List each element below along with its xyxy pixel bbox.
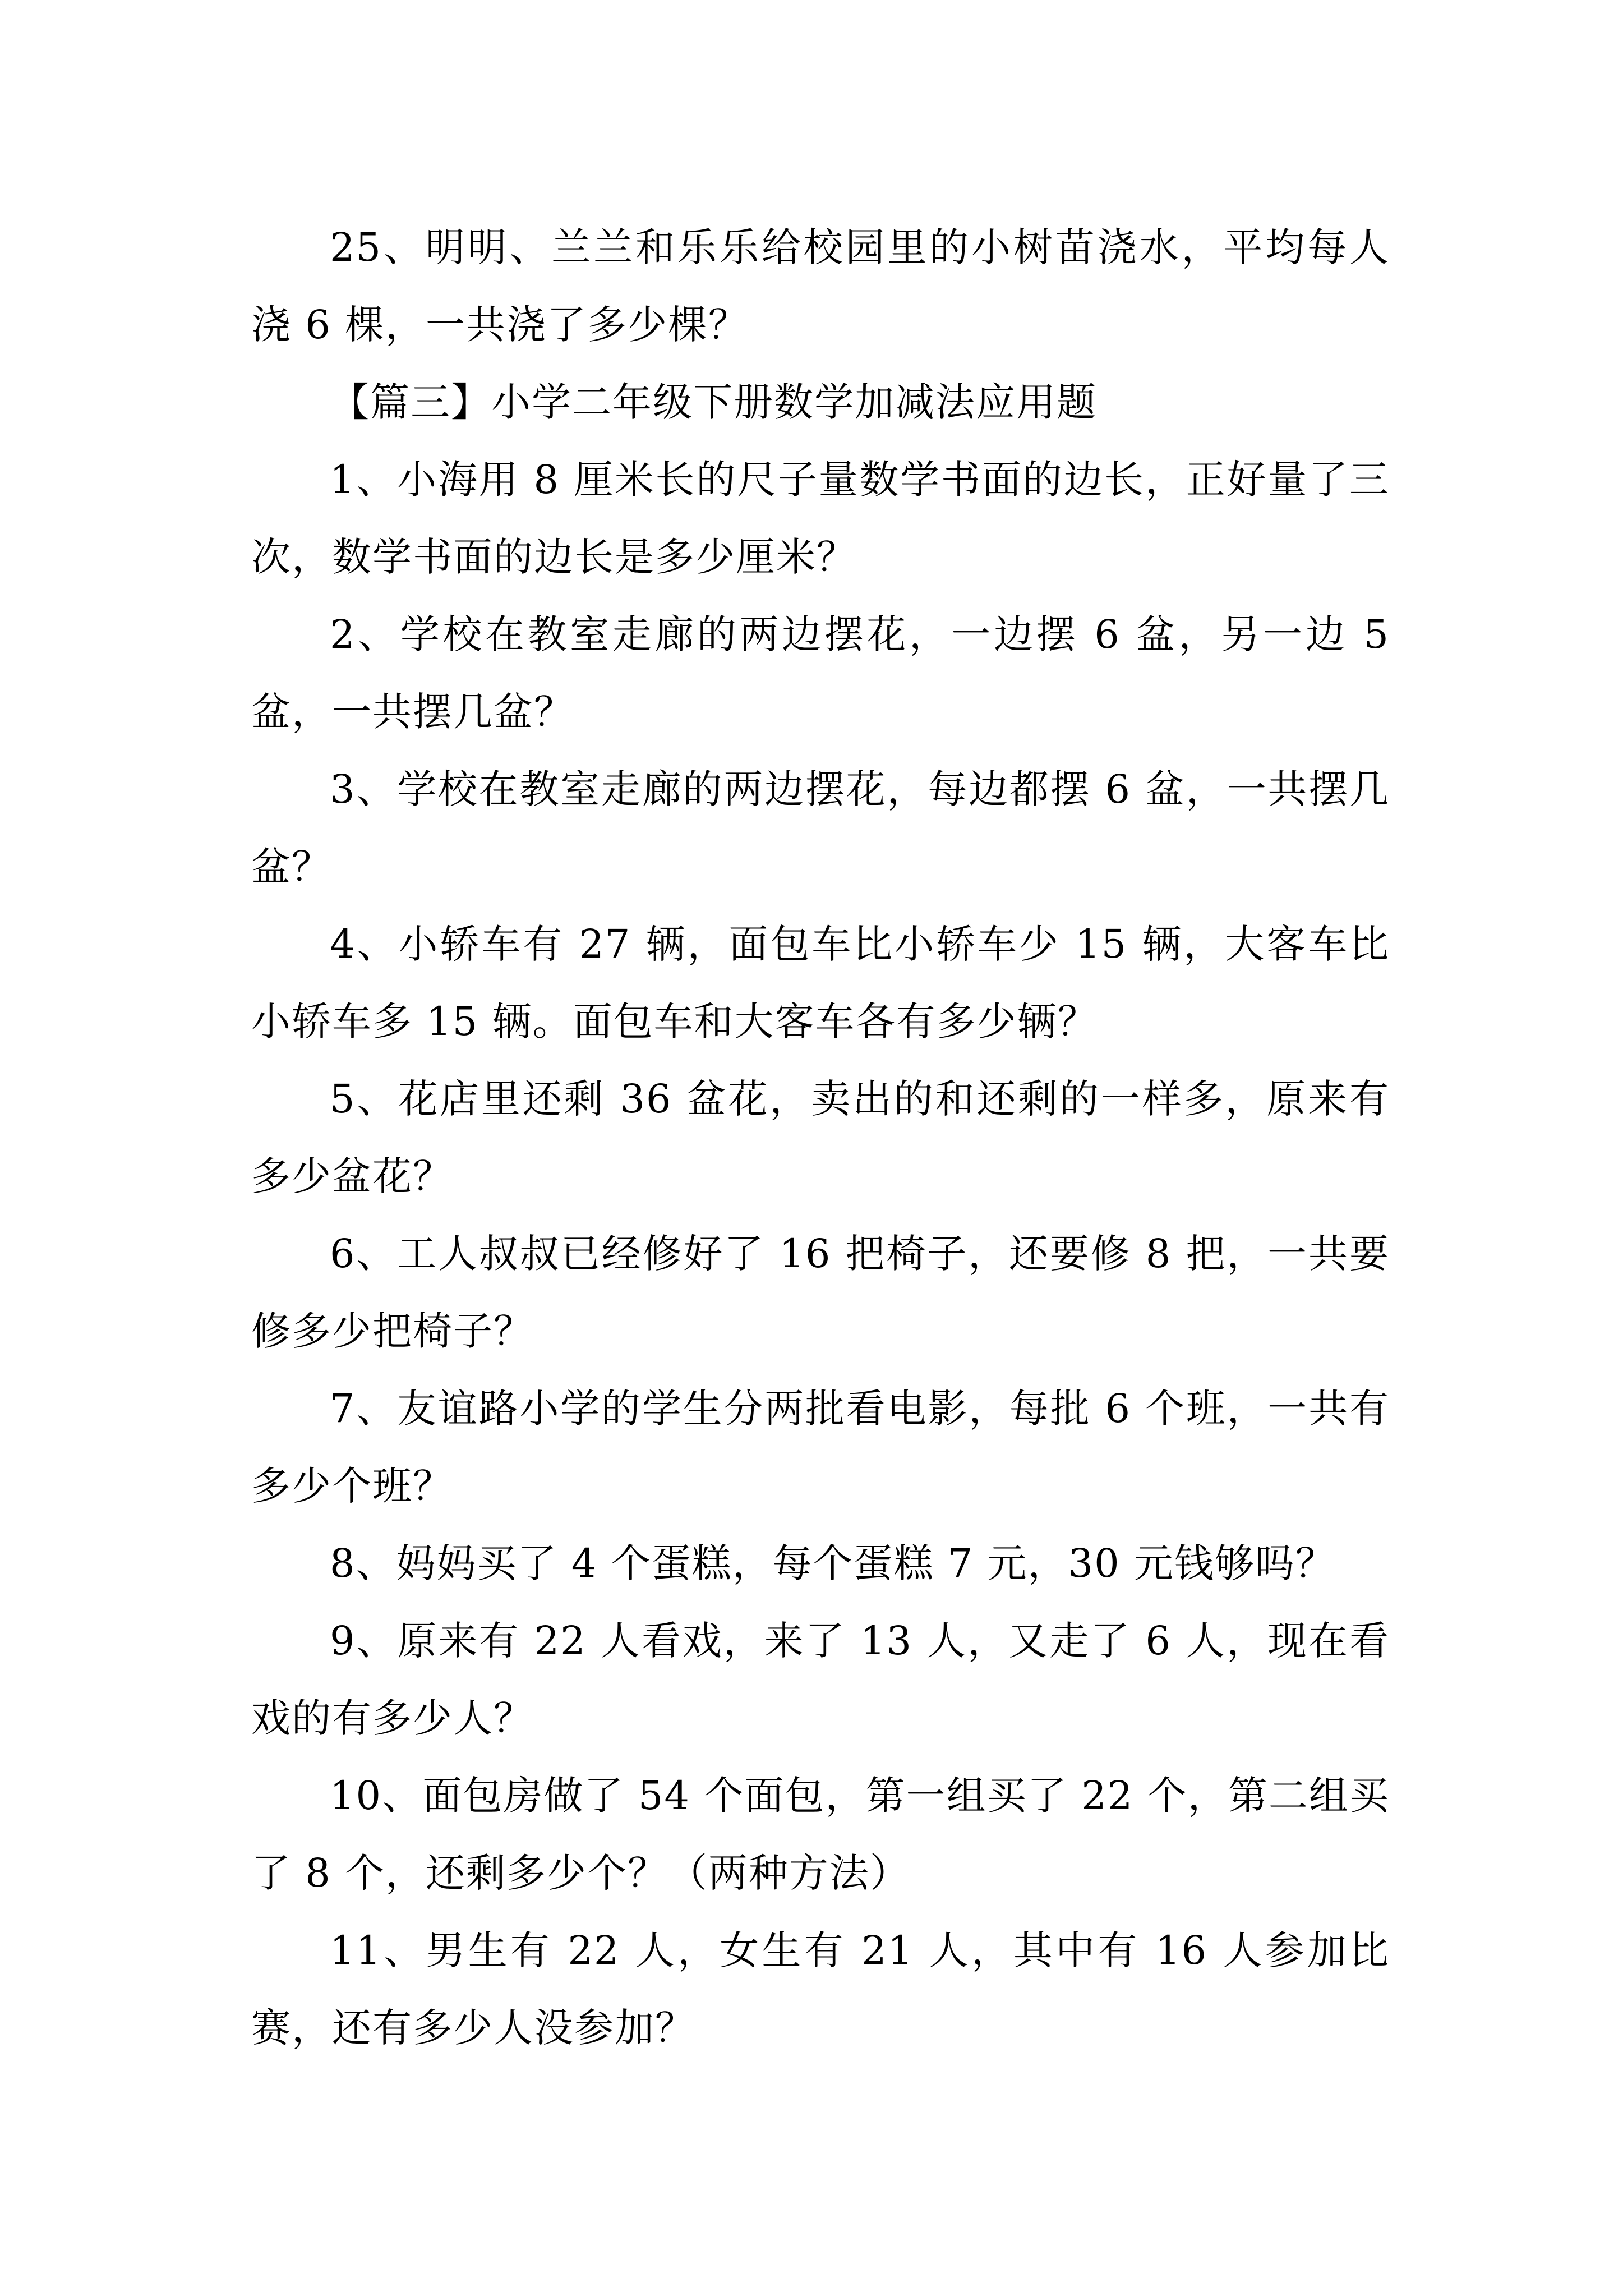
question-10: 10、面包房做了 54 个面包，第一组买了 22 个，第二组买了 8 个，还剩多少个？（两种方法） (251, 1773, 1390, 1896)
document-body (251, 209, 1390, 2067)
question-7: 7、友谊路小学的学生分两批看电影，每批 6 个班，一共有多少个班？ (251, 1386, 1390, 1509)
question-11: 11、男生有 22 人，女生有 21 人，其中有 16 人参加比赛，还有多少人没参加？ (251, 1927, 1390, 2051)
question-4: 4、小轿车有 27 辆，面包车比小轿车少 15 辆，大客车比小轿车多 15 辆。面包车和大客车各有多少辆？ (251, 921, 1390, 1045)
question-3: 3、学校在教室走廊的两边摆花，每边都摆 6 盆，一共摆几盆？ (251, 766, 1390, 890)
question-25: 25、明明、兰兰和乐乐给校园里的小树苗浇水，平均每人浇 6 棵，一共浇了多少棵？ (251, 224, 1390, 348)
question-8: 8、妈妈买了 4 个蛋糕，每个蛋糕 7 元，30 元钱够吗？ (330, 1540, 1336, 1586)
question-6: 6、工人叔叔已经修好了 16 把椅子，还要修 8 把，一共要修多少把椅子？ (251, 1231, 1390, 1354)
question-5: 5、花店里还剩 36 盆花，卖出的和还剩的一样多，原来有多少盆花？ (251, 1076, 1390, 1199)
question-2: 2、学校在教室走廊的两边摆花，一边摆 6 盆，另一边 5 盆，一共摆几盆？ (251, 611, 1390, 735)
question-1: 1、小海用 8 厘米长的尺子量数学书面的边长，正好量了三次，数学书面的边长是多少厘米？ (251, 457, 1390, 580)
section-title: 【篇三】小学二年级下册数学加减法应用题 (330, 379, 1097, 425)
question-9: 9、原来有 22 人看戏，来了 13 人，又走了 6 人，现在看戏的有多少人？ (251, 1618, 1390, 1741)
